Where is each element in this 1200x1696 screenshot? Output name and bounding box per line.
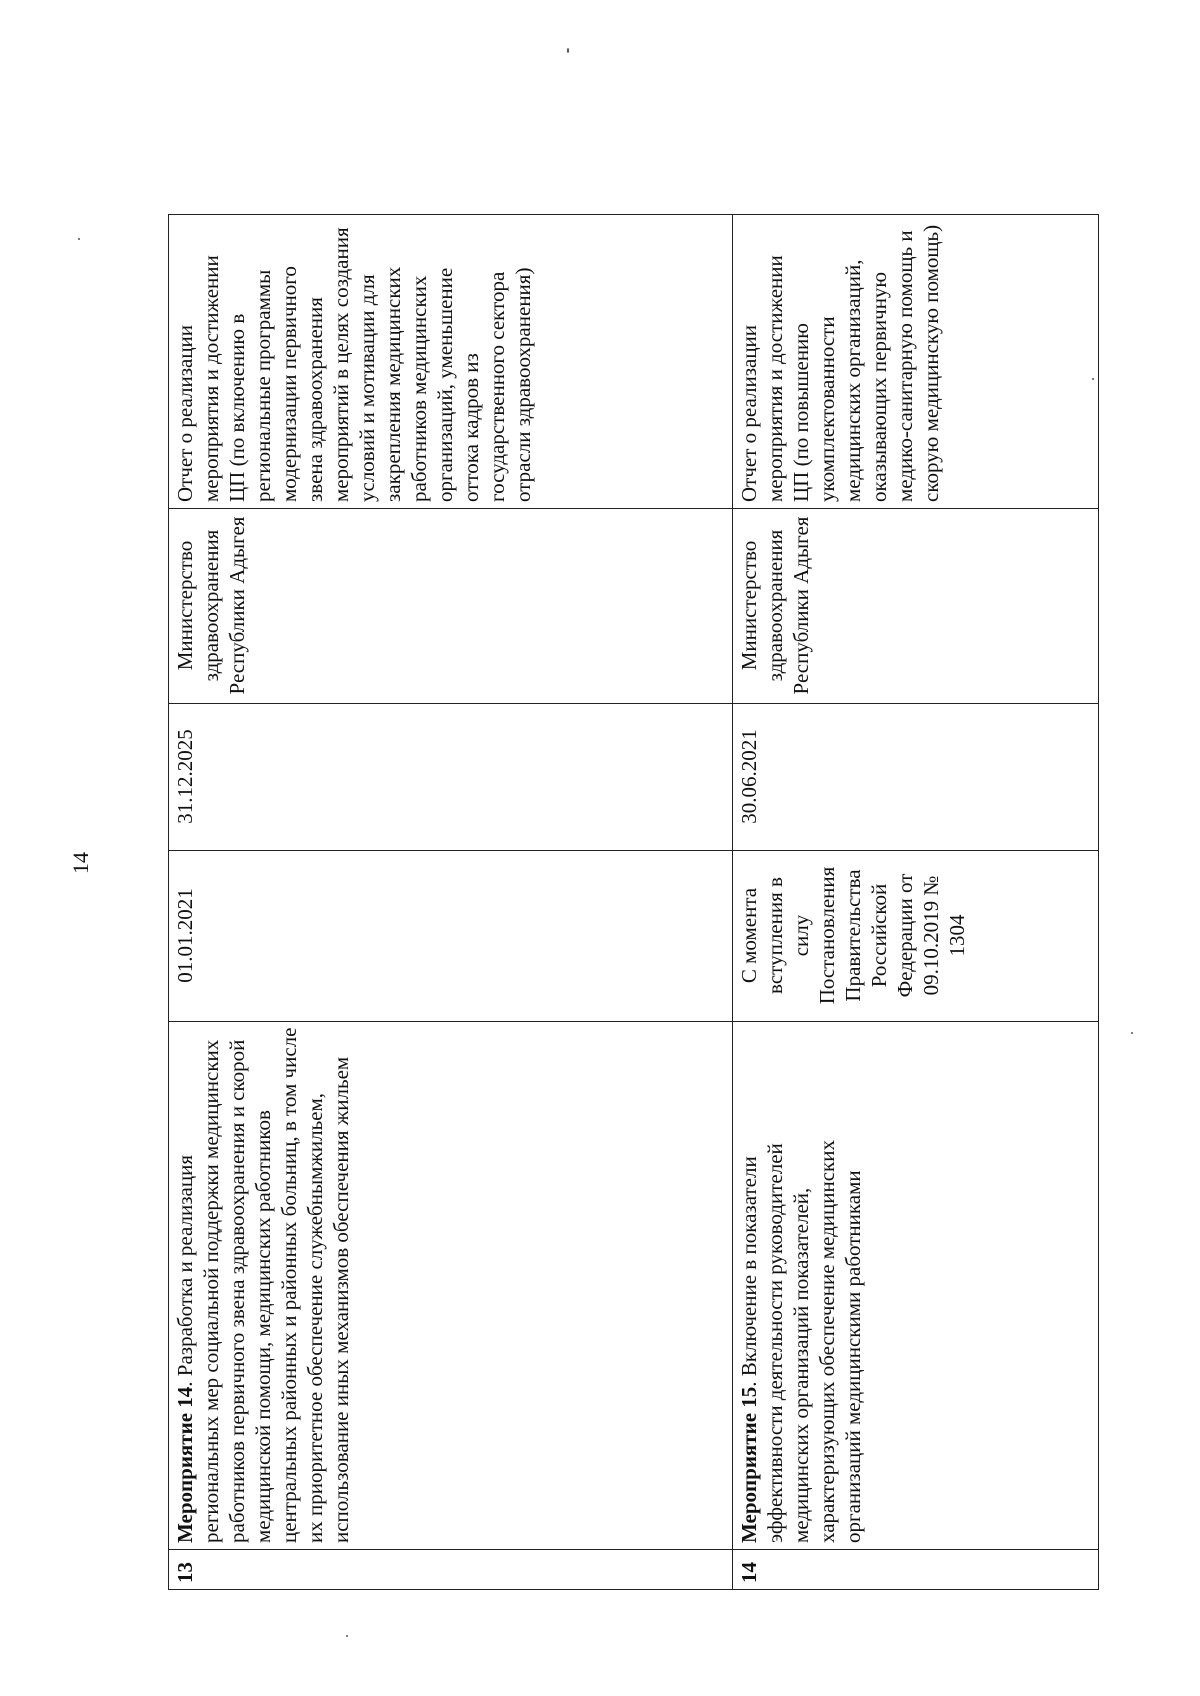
table-row <box>732 215 1098 1590</box>
scan-speck <box>567 48 569 53</box>
measure-label: Мероприятие 14 <box>173 1386 197 1543</box>
responsible-cell: Министерство здравоохранения Республики Адыгея <box>169 509 733 704</box>
report-cell: Отчет о реализации мероприятия и достижении ЦП (по включению в региональные программы модернизации первичного звена здравоохранения мероприятий в целях создания условий и мотивации для закрепления медицинских работников медицинских организаций, уменьшение оттока кадров из государственного сектора отрасли здравоохранения) <box>169 215 733 509</box>
start-date-cell: 01.01.2021 <box>169 851 733 1022</box>
row-number: 14 <box>732 1550 1098 1590</box>
report-cell: Отчет о реализации мероприятия и достижении ЦП (по повышению укомплектованности медицинских организаций, оказывающих первичную медико-санитарную помощь и скорую медицинскую помощь) <box>732 215 1098 509</box>
start-date-cell: С момента вступления в силу Постановления Правительства Российской Федерации от 09.10.2019 № 1304 <box>732 851 1098 1022</box>
measure-cell <box>732 1022 1098 1550</box>
measure-text: . Разработка и реализация региональных мер социальной поддержки медицинских работников первичного звена здравоохранения и скорой медицинской помощи, медицинских работников центральных районных и районных больниц, в том числе их приоритетное обеспечение служебнымжильем, использование иных механизмов обеспечения жильем <box>173 1027 353 1543</box>
measures-table <box>168 214 1099 1590</box>
measure-cell <box>169 1022 733 1550</box>
responsible-cell: Министерство здравоохранения Республики Адыгея <box>732 509 1098 704</box>
measure-text: . Включение в показатели эффективности деятельности руководителей медицинских организаций показателей, характеризующих обеспечение медицинских организаций медицинскими работниками <box>736 1140 865 1543</box>
scan-speck <box>78 238 80 240</box>
rotated-table-container <box>168 215 1099 1590</box>
scan-speck <box>1131 1032 1133 1034</box>
row-number: 13 <box>169 1550 733 1590</box>
table-row <box>169 215 733 1590</box>
end-date-cell: 30.06.2021 <box>732 704 1098 851</box>
measure-label: Мероприятие 15 <box>736 1386 761 1543</box>
end-date-cell: 31.12.2025 <box>169 704 733 851</box>
scan-speck <box>346 1635 348 1637</box>
page-number: 14 <box>68 852 93 874</box>
